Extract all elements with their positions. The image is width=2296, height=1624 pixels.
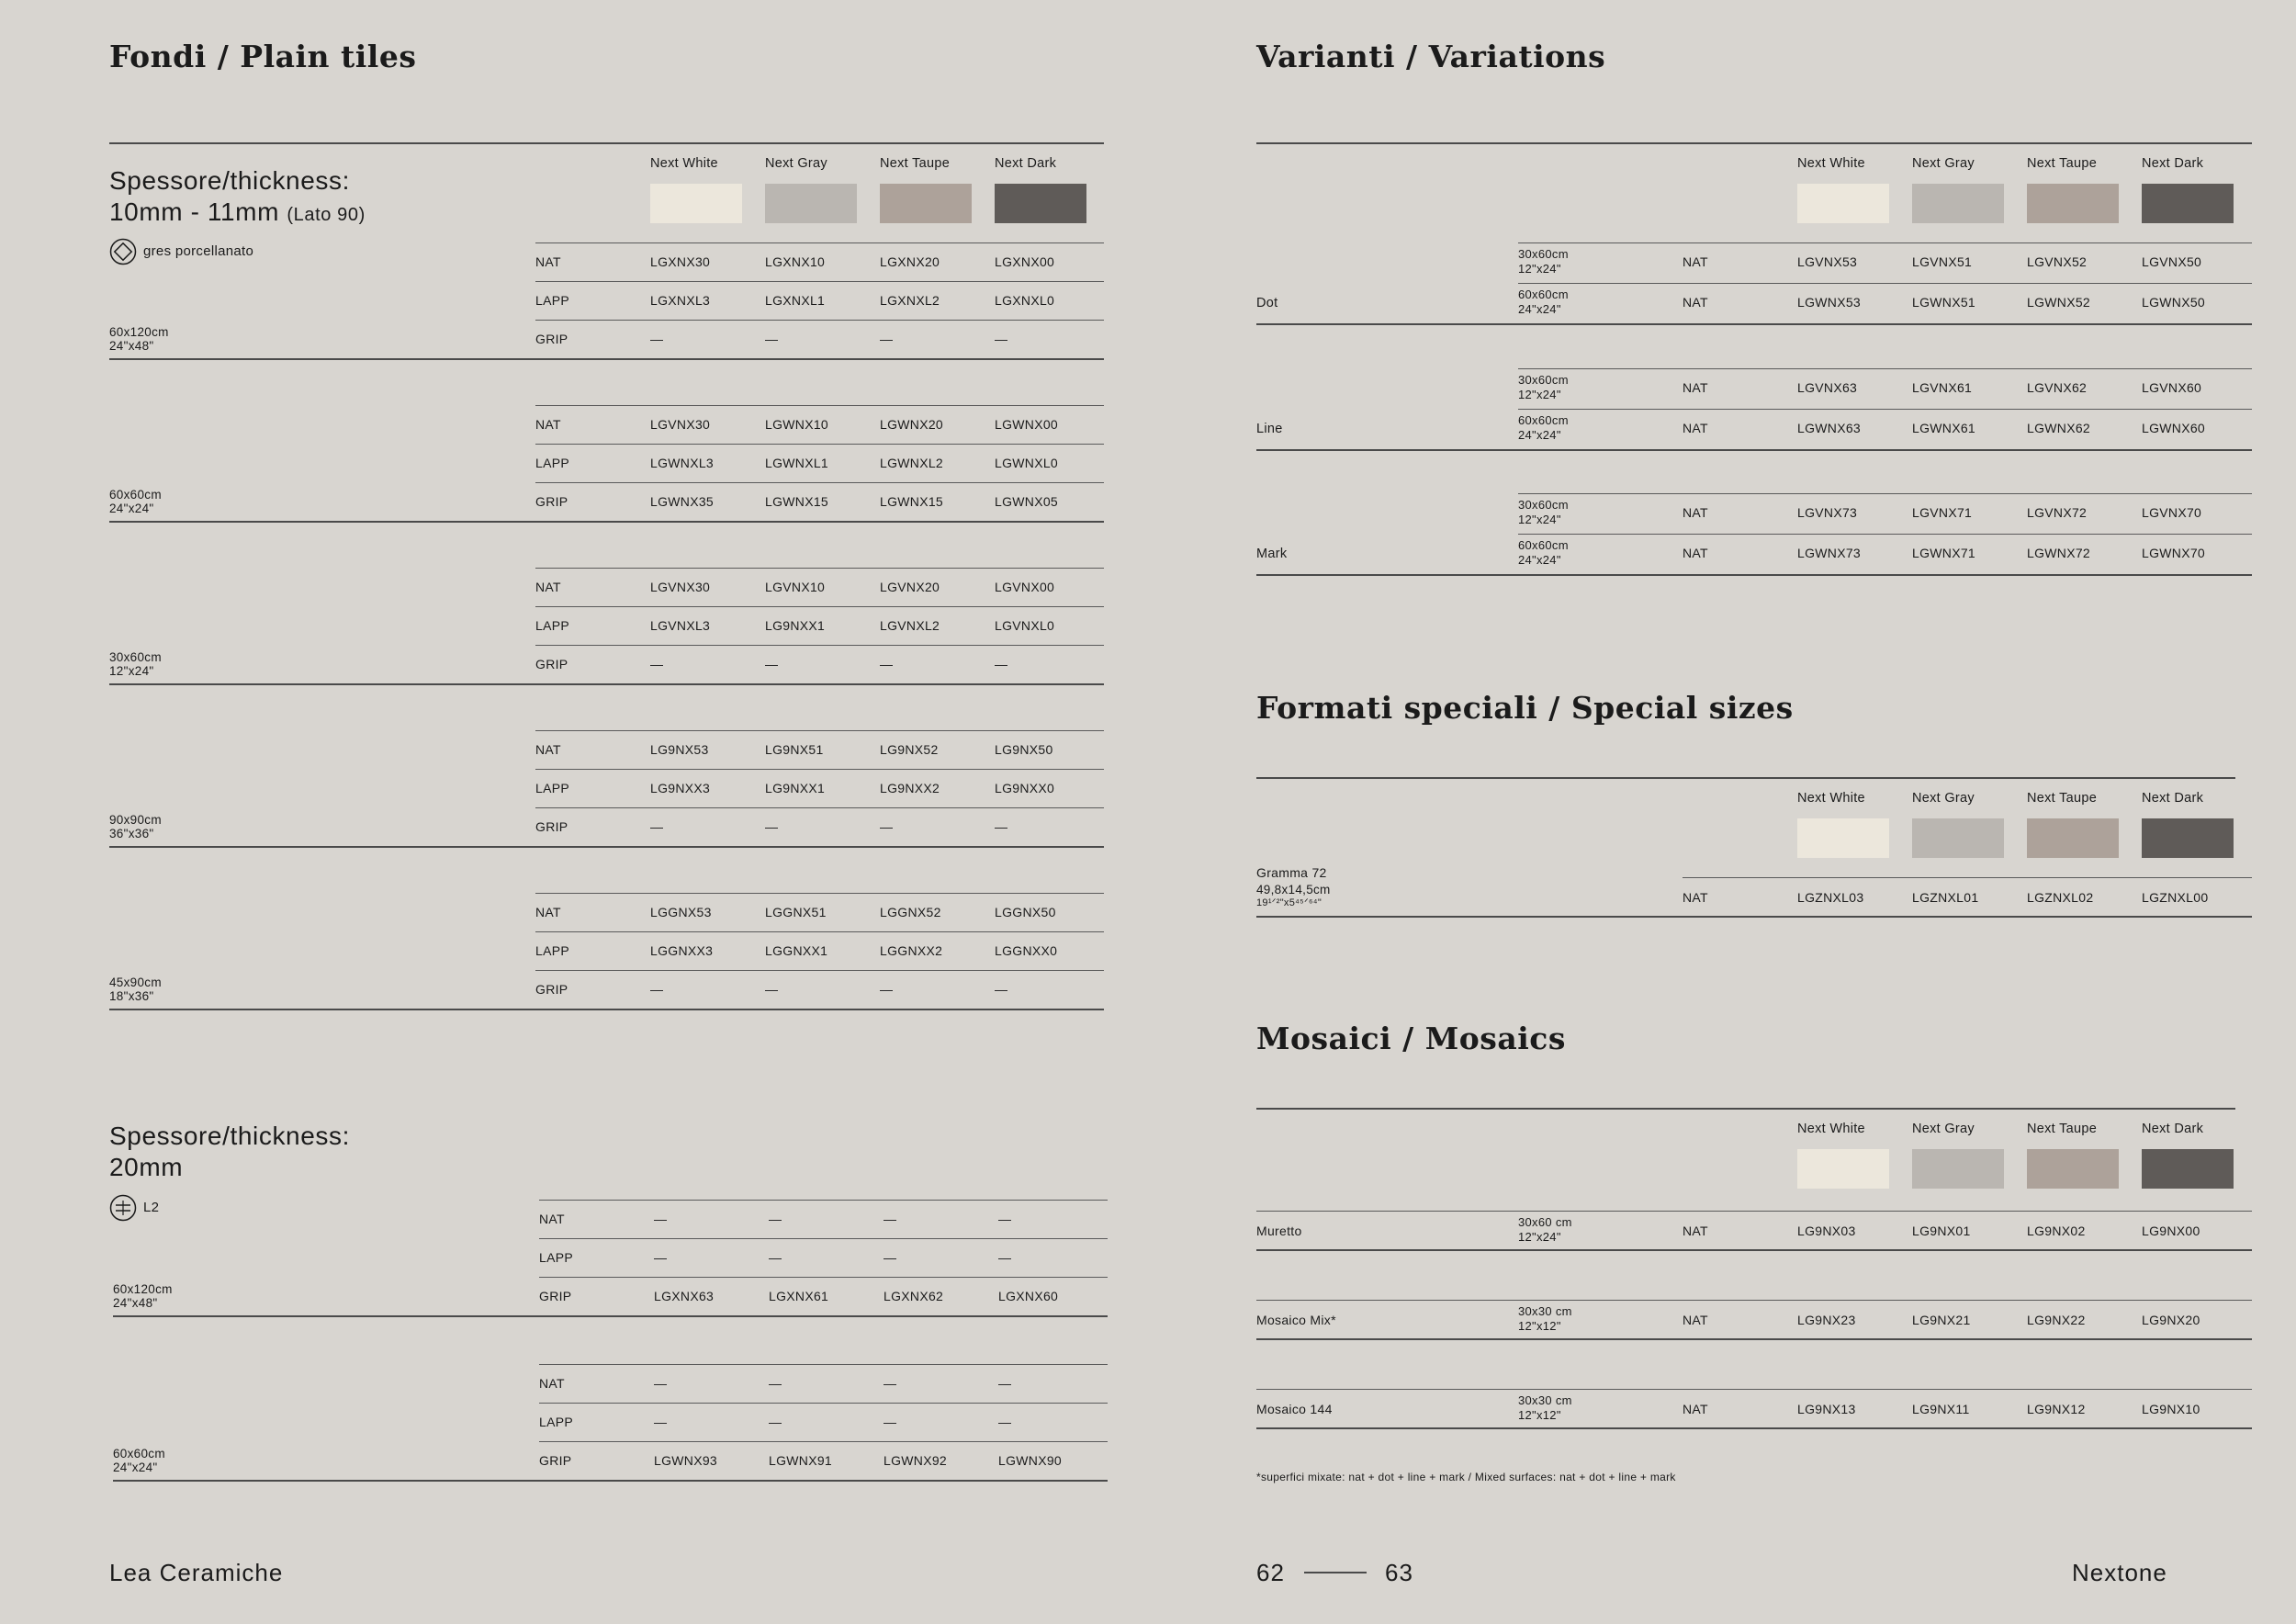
product-code: LGGNX52 bbox=[880, 905, 941, 919]
group-divider bbox=[1256, 916, 2252, 918]
row-divider bbox=[535, 807, 1104, 808]
product-code: LGWNX91 bbox=[769, 1453, 833, 1468]
row-divider bbox=[535, 730, 1104, 731]
product-code: LGVNXL3 bbox=[650, 618, 711, 633]
product-code: LGVNX10 bbox=[765, 580, 826, 594]
product-code: LG9NXX1 bbox=[765, 618, 826, 633]
page-title-variations: Varianti / Variations bbox=[1256, 39, 1606, 74]
finish-label: GRIP bbox=[535, 657, 568, 671]
product-code: LGVNX72 bbox=[2027, 505, 2088, 520]
size-label: 60x60cm bbox=[1518, 538, 1569, 552]
finish-label: NAT bbox=[539, 1212, 565, 1226]
finish-label: GRIP bbox=[535, 494, 568, 509]
product-code: LGXNX61 bbox=[769, 1289, 829, 1303]
product-code: — bbox=[998, 1376, 1012, 1391]
product-code: — bbox=[650, 332, 664, 346]
row-divider bbox=[1256, 1300, 2252, 1301]
product-code: LGWNX52 bbox=[2027, 295, 2091, 310]
product-code: LGWNX51 bbox=[1912, 295, 1976, 310]
size-label-inches: 19¹ᐟ²"x5⁴⁵ᐟ⁶⁴" bbox=[1256, 897, 1322, 908]
thickness-mm: 10mm - 11mm bbox=[109, 197, 279, 226]
group-divider bbox=[1256, 1338, 2252, 1340]
product-code: — bbox=[765, 819, 779, 834]
product-code: LGGNXX1 bbox=[765, 943, 828, 958]
column-header: Next White bbox=[1797, 1122, 1865, 1136]
size-label: 60x120cm bbox=[109, 325, 169, 339]
finish-label: LAPP bbox=[539, 1250, 573, 1265]
product-code: — bbox=[998, 1212, 1012, 1226]
finish-label: NAT bbox=[1683, 546, 1708, 560]
row-divider bbox=[1518, 283, 2252, 284]
l2-badge-label: L2 bbox=[143, 1200, 160, 1215]
swatch-next-white bbox=[1797, 818, 1889, 858]
footer-brand-nextone: Nextone bbox=[2072, 1559, 2167, 1586]
product-code: LGWNX63 bbox=[1797, 421, 1862, 435]
size-label-inches: 12"x12" bbox=[1518, 1319, 1561, 1333]
row-divider bbox=[535, 769, 1104, 770]
product-code: LGVNX50 bbox=[2142, 254, 2202, 269]
size-label: 30x60cm bbox=[1518, 498, 1569, 512]
product-code: LGVNX30 bbox=[650, 417, 711, 432]
size-label: 30x60cm bbox=[1518, 247, 1569, 261]
swatch-next-taupe bbox=[2027, 1149, 2119, 1189]
finish-label: NAT bbox=[1683, 295, 1708, 310]
row-divider bbox=[539, 1364, 1108, 1365]
divider bbox=[1256, 142, 2252, 144]
product-code: LGGNX53 bbox=[650, 905, 712, 919]
column-header: Next White bbox=[650, 156, 718, 171]
size-label-inches: 24"x24" bbox=[1518, 428, 1561, 442]
product-code: LGWNX62 bbox=[2027, 421, 2091, 435]
product-code: — bbox=[654, 1376, 668, 1391]
product-code: LGVNX53 bbox=[1797, 254, 1858, 269]
column-header: Next White bbox=[1797, 156, 1865, 171]
product-code: LGXNXL2 bbox=[880, 293, 940, 308]
size-label: 49,8x14,5cm bbox=[1256, 883, 1331, 897]
swatch-next-gray bbox=[1912, 184, 2004, 223]
product-code: LGXNX60 bbox=[998, 1289, 1059, 1303]
mosaic-name: Mosaico Mix* bbox=[1256, 1313, 1336, 1327]
divider bbox=[1256, 1108, 2235, 1110]
thickness-heading-20: Spessore/thickness: bbox=[109, 1122, 350, 1150]
size-label: 60x60cm bbox=[1518, 413, 1569, 427]
product-code: LG9NX23 bbox=[1797, 1313, 1856, 1327]
group-divider bbox=[109, 521, 1104, 523]
product-code: LGXNX20 bbox=[880, 254, 940, 269]
swatch-next-white bbox=[1797, 1149, 1889, 1189]
product-code: — bbox=[765, 657, 779, 671]
product-code: LG9NXX3 bbox=[650, 781, 711, 795]
finish-label: LAPP bbox=[535, 943, 569, 958]
variation-name: Mark bbox=[1256, 547, 1288, 561]
product-code: — bbox=[880, 982, 894, 997]
product-code: LGVNX61 bbox=[1912, 380, 1973, 395]
product-code: LGWNX00 bbox=[995, 417, 1059, 432]
swatch-next-gray bbox=[1912, 818, 2004, 858]
group-divider bbox=[1256, 574, 2252, 576]
product-code: — bbox=[769, 1376, 782, 1391]
product-code: LG9NX02 bbox=[2027, 1224, 2086, 1238]
product-code: LGZNXL03 bbox=[1797, 890, 1864, 905]
product-code: LGVNX62 bbox=[2027, 380, 2088, 395]
product-code: LGGNXX2 bbox=[880, 943, 943, 958]
group-divider bbox=[1256, 449, 2252, 451]
finish-label: NAT bbox=[1683, 254, 1708, 269]
product-code: — bbox=[884, 1376, 897, 1391]
product-code: LGVNX00 bbox=[995, 580, 1055, 594]
product-code: LG9NX10 bbox=[2142, 1402, 2200, 1416]
product-code: LGWNX71 bbox=[1912, 546, 1976, 560]
swatch-next-white bbox=[1797, 184, 1889, 223]
page-title-mosaics: Mosaici / Mosaics bbox=[1256, 1021, 1566, 1056]
product-code: LGVNX70 bbox=[2142, 505, 2202, 520]
page-title-special-sizes: Formati speciali / Special sizes bbox=[1256, 690, 1794, 726]
finish-label: GRIP bbox=[539, 1453, 572, 1468]
product-code: LGWNX60 bbox=[2142, 421, 2206, 435]
row-divider bbox=[535, 405, 1104, 406]
product-code: LG9NX53 bbox=[650, 742, 709, 757]
swatch-next-dark bbox=[2142, 818, 2234, 858]
row-divider bbox=[535, 893, 1104, 894]
page-number-dash bbox=[1304, 1572, 1367, 1573]
size-label-inches: 24"x48" bbox=[113, 1296, 158, 1310]
size-label-inches: 12"x12" bbox=[1518, 1408, 1561, 1422]
row-divider bbox=[1256, 1389, 2252, 1390]
finish-label: NAT bbox=[535, 742, 561, 757]
product-code: LGWNX72 bbox=[2027, 546, 2091, 560]
column-header: Next Gray bbox=[1912, 156, 1975, 171]
product-code: — bbox=[995, 332, 1008, 346]
row-divider bbox=[1518, 409, 2252, 410]
size-label-inches: 24"x48" bbox=[109, 339, 154, 353]
row-divider bbox=[535, 281, 1104, 282]
size-label-inches: 12"x24" bbox=[1518, 262, 1561, 276]
swatch-next-dark bbox=[2142, 184, 2234, 223]
product-code: LG9NX50 bbox=[995, 742, 1053, 757]
column-header: Next Gray bbox=[765, 156, 827, 171]
lato-note: (Lato 90) bbox=[287, 205, 366, 225]
size-label-inches: 12"x24" bbox=[109, 664, 154, 678]
product-code: LGVNX51 bbox=[1912, 254, 1973, 269]
column-header: Next Gray bbox=[1912, 1122, 1975, 1136]
product-code: LG9NX03 bbox=[1797, 1224, 1856, 1238]
finish-label: NAT bbox=[1683, 1224, 1708, 1238]
product-code: LGWNX53 bbox=[1797, 295, 1862, 310]
thickness-value bbox=[109, 197, 366, 231]
product-code: — bbox=[995, 657, 1008, 671]
product-code: LGXNX30 bbox=[650, 254, 711, 269]
mosaic-name: Muretto bbox=[1256, 1224, 1302, 1238]
product-code: LG9NX11 bbox=[1912, 1402, 1970, 1416]
finish-label: GRIP bbox=[535, 819, 568, 834]
product-code: — bbox=[998, 1415, 1012, 1429]
finish-label: NAT bbox=[1683, 1313, 1708, 1327]
product-code: LGVNX30 bbox=[650, 580, 711, 594]
size-label-inches: 24"x24" bbox=[1518, 553, 1561, 567]
row-divider bbox=[535, 444, 1104, 445]
product-code: LGXNX63 bbox=[654, 1289, 715, 1303]
row-divider bbox=[535, 931, 1104, 932]
product-code: — bbox=[995, 819, 1008, 834]
footnote: *superfici mixate: nat + dot + line + mark / Mixed surfaces: nat + dot + line + mark bbox=[1256, 1471, 1676, 1483]
size-label: 60x60cm bbox=[109, 488, 162, 502]
product-code: — bbox=[995, 982, 1008, 997]
column-header: Next Gray bbox=[1912, 791, 1975, 806]
product-code: LGWNX15 bbox=[765, 494, 829, 509]
product-code: — bbox=[998, 1250, 1012, 1265]
special-name: Gramma 72 bbox=[1256, 865, 1327, 880]
product-code: LG9NX21 bbox=[1912, 1313, 1971, 1327]
product-code: LGWNXL3 bbox=[650, 456, 715, 470]
column-header: Next Dark bbox=[995, 156, 1057, 171]
column-header: Next Dark bbox=[2142, 791, 2204, 806]
page-number-right: 63 bbox=[1385, 1559, 1413, 1586]
product-code: LGGNX51 bbox=[765, 905, 827, 919]
product-code: LGXNX62 bbox=[884, 1289, 944, 1303]
group-divider bbox=[1256, 1249, 2252, 1251]
size-label-inches: 36"x36" bbox=[109, 827, 154, 840]
product-code: LGZNXL02 bbox=[2027, 890, 2094, 905]
size-label-inches: 12"x24" bbox=[1518, 513, 1561, 526]
group-divider bbox=[1256, 1427, 2252, 1429]
product-code: LGWNX35 bbox=[650, 494, 715, 509]
product-code: LG9NX12 bbox=[2027, 1402, 2086, 1416]
material-label: gres porcellanato bbox=[143, 243, 254, 259]
size-label: 60x120cm bbox=[113, 1282, 173, 1296]
product-code: — bbox=[654, 1250, 668, 1265]
swatch-next-dark bbox=[995, 184, 1086, 223]
thickness-value-20: 20mm bbox=[109, 1153, 184, 1181]
variation-name: Dot bbox=[1256, 296, 1278, 310]
product-code: LGWNXL2 bbox=[880, 456, 944, 470]
column-header: Next Dark bbox=[2142, 1122, 2204, 1136]
swatch-next-gray bbox=[765, 184, 857, 223]
mosaic-name: Mosaico 144 bbox=[1256, 1402, 1333, 1416]
product-code: LGWNX93 bbox=[654, 1453, 718, 1468]
row-divider bbox=[535, 645, 1104, 646]
row-divider bbox=[1518, 534, 2252, 535]
product-code: — bbox=[765, 982, 779, 997]
product-code: LGWNX73 bbox=[1797, 546, 1862, 560]
size-label-inches: 12"x24" bbox=[1518, 1230, 1561, 1244]
product-code: LGVNX71 bbox=[1912, 505, 1973, 520]
swatch-next-taupe bbox=[880, 184, 972, 223]
finish-label: NAT bbox=[1683, 1402, 1708, 1416]
product-code: LGWNX70 bbox=[2142, 546, 2206, 560]
product-code: LGXNXL3 bbox=[650, 293, 711, 308]
group-divider bbox=[109, 683, 1104, 685]
group-divider bbox=[109, 358, 1104, 360]
product-code: LGVNX60 bbox=[2142, 380, 2202, 395]
swatch-next-gray bbox=[1912, 1149, 2004, 1189]
finish-label: GRIP bbox=[535, 332, 568, 346]
product-code: — bbox=[650, 657, 664, 671]
swatch-next-dark bbox=[2142, 1149, 2234, 1189]
finish-label: LAPP bbox=[535, 293, 569, 308]
row-divider bbox=[535, 320, 1104, 321]
size-label-inches: 18"x36" bbox=[109, 989, 154, 1003]
size-label: 30x60cm bbox=[1518, 373, 1569, 387]
product-code: — bbox=[884, 1212, 897, 1226]
product-code: — bbox=[650, 982, 664, 997]
product-code: LGVNX20 bbox=[880, 580, 940, 594]
footer-brand-lea: Lea Ceramiche bbox=[109, 1559, 284, 1586]
product-code: LG9NX00 bbox=[2142, 1224, 2200, 1238]
row-divider bbox=[535, 482, 1104, 483]
group-divider bbox=[109, 1009, 1104, 1010]
page-title-plain-tiles: Fondi / Plain tiles bbox=[109, 39, 417, 74]
product-code: — bbox=[880, 657, 894, 671]
column-header: Next Dark bbox=[2142, 156, 2204, 171]
product-code: LG9NX13 bbox=[1797, 1402, 1856, 1416]
product-code: LGWNX10 bbox=[765, 417, 829, 432]
product-code: — bbox=[884, 1415, 897, 1429]
column-header: Next White bbox=[1797, 791, 1865, 806]
row-divider bbox=[535, 242, 1104, 243]
product-code: LG9NX01 bbox=[1912, 1224, 1971, 1238]
variation-name: Line bbox=[1256, 422, 1283, 436]
product-code: LGWNX05 bbox=[995, 494, 1059, 509]
product-code: — bbox=[650, 819, 664, 834]
divider bbox=[1256, 777, 2235, 779]
row-divider bbox=[535, 970, 1104, 971]
product-code: LGWNX92 bbox=[884, 1453, 948, 1468]
finish-label: NAT bbox=[535, 905, 561, 919]
product-code: LGXNX10 bbox=[765, 254, 826, 269]
finish-label: LAPP bbox=[535, 781, 569, 795]
product-code: LGXNXL1 bbox=[765, 293, 826, 308]
size-label: 45x90cm bbox=[109, 976, 162, 989]
row-divider bbox=[535, 606, 1104, 607]
product-code: — bbox=[769, 1415, 782, 1429]
product-code: LGZNXL01 bbox=[1912, 890, 1979, 905]
product-code: LGXNXL0 bbox=[995, 293, 1055, 308]
divider bbox=[109, 142, 1104, 144]
product-code: — bbox=[880, 819, 894, 834]
row-divider bbox=[539, 1238, 1108, 1239]
product-code: LGWNXL1 bbox=[765, 456, 829, 470]
thickness-heading: Spessore/thickness: bbox=[109, 166, 350, 195]
row-divider bbox=[1518, 242, 2252, 243]
row-divider bbox=[539, 1200, 1108, 1201]
product-code: LG9NXX2 bbox=[880, 781, 940, 795]
finish-label: GRIP bbox=[535, 982, 568, 997]
product-code: — bbox=[769, 1212, 782, 1226]
group-divider bbox=[109, 846, 1104, 848]
row-divider bbox=[1518, 493, 2252, 494]
swatch-next-white bbox=[650, 184, 742, 223]
finish-label: LAPP bbox=[535, 456, 569, 470]
column-header: Next Taupe bbox=[2027, 1122, 2098, 1136]
row-divider bbox=[1518, 368, 2252, 369]
size-label: 90x90cm bbox=[109, 813, 162, 827]
row-divider bbox=[539, 1277, 1108, 1278]
size-label: 30x30 cm bbox=[1518, 1304, 1572, 1318]
product-code: LG9NX52 bbox=[880, 742, 939, 757]
product-code: LGWNX50 bbox=[2142, 295, 2206, 310]
size-label-inches: 24"x24" bbox=[1518, 302, 1561, 316]
group-divider bbox=[113, 1480, 1108, 1482]
page-number-left: 62 bbox=[1256, 1559, 1285, 1586]
column-header: Next Taupe bbox=[2027, 791, 2098, 806]
column-header: Next Taupe bbox=[2027, 156, 2098, 171]
column-header: Next Taupe bbox=[880, 156, 951, 171]
product-code: — bbox=[654, 1415, 668, 1429]
finish-label: NAT bbox=[539, 1376, 565, 1391]
product-code: LG9NXX1 bbox=[765, 781, 826, 795]
product-code: LGWNX15 bbox=[880, 494, 944, 509]
product-code: LG9NX51 bbox=[765, 742, 824, 757]
product-code: LGVNXL0 bbox=[995, 618, 1055, 633]
size-label-inches: 12"x24" bbox=[1518, 388, 1561, 401]
product-code: LGGNXX3 bbox=[650, 943, 714, 958]
finish-label: NAT bbox=[1683, 890, 1708, 905]
finish-label: NAT bbox=[1683, 505, 1708, 520]
finish-label: LAPP bbox=[535, 618, 569, 633]
diamond-icon bbox=[109, 238, 137, 265]
size-label: 30x30 cm bbox=[1518, 1393, 1572, 1407]
product-code: LGGNXX0 bbox=[995, 943, 1058, 958]
row-divider bbox=[1683, 877, 2252, 878]
swatch-next-taupe bbox=[2027, 184, 2119, 223]
product-code: — bbox=[880, 332, 894, 346]
product-code: LGVNX73 bbox=[1797, 505, 1858, 520]
product-code: LG9NX22 bbox=[2027, 1313, 2086, 1327]
product-code: LG9NXX0 bbox=[995, 781, 1055, 795]
product-code: LGWNXL0 bbox=[995, 456, 1059, 470]
finish-label: NAT bbox=[535, 417, 561, 432]
size-label-inches: 24"x24" bbox=[109, 502, 154, 515]
product-code: LGZNXL00 bbox=[2142, 890, 2209, 905]
finish-label: NAT bbox=[535, 254, 561, 269]
finish-label: GRIP bbox=[539, 1289, 572, 1303]
product-code: LGWNX61 bbox=[1912, 421, 1976, 435]
row-divider bbox=[1256, 1211, 2252, 1212]
finish-label: NAT bbox=[1683, 380, 1708, 395]
product-code: LGGNX50 bbox=[995, 905, 1056, 919]
l2-standard-icon bbox=[109, 1194, 137, 1222]
group-divider bbox=[1256, 323, 2252, 325]
product-code: LGWNX20 bbox=[880, 417, 944, 432]
finish-label: NAT bbox=[1683, 421, 1708, 435]
finish-label: LAPP bbox=[539, 1415, 573, 1429]
product-code: LGVNX52 bbox=[2027, 254, 2088, 269]
size-label: 60x60cm bbox=[1518, 288, 1569, 301]
product-code: — bbox=[654, 1212, 668, 1226]
product-code: — bbox=[769, 1250, 782, 1265]
group-divider bbox=[113, 1315, 1108, 1317]
size-label: 30x60 cm bbox=[1518, 1215, 1572, 1229]
size-label: 60x60cm bbox=[113, 1447, 165, 1460]
size-label-inches: 24"x24" bbox=[113, 1460, 158, 1474]
product-code: — bbox=[765, 332, 779, 346]
swatch-next-taupe bbox=[2027, 818, 2119, 858]
product-code: LGWNX90 bbox=[998, 1453, 1063, 1468]
product-code: LG9NX20 bbox=[2142, 1313, 2200, 1327]
finish-label: NAT bbox=[535, 580, 561, 594]
row-divider bbox=[539, 1441, 1108, 1442]
row-divider bbox=[539, 1403, 1108, 1404]
product-code: LGXNX00 bbox=[995, 254, 1055, 269]
size-label: 30x60cm bbox=[109, 650, 162, 664]
product-code: LGVNX63 bbox=[1797, 380, 1858, 395]
row-divider bbox=[535, 568, 1104, 569]
product-code: LGVNXL2 bbox=[880, 618, 940, 633]
product-code: — bbox=[884, 1250, 897, 1265]
